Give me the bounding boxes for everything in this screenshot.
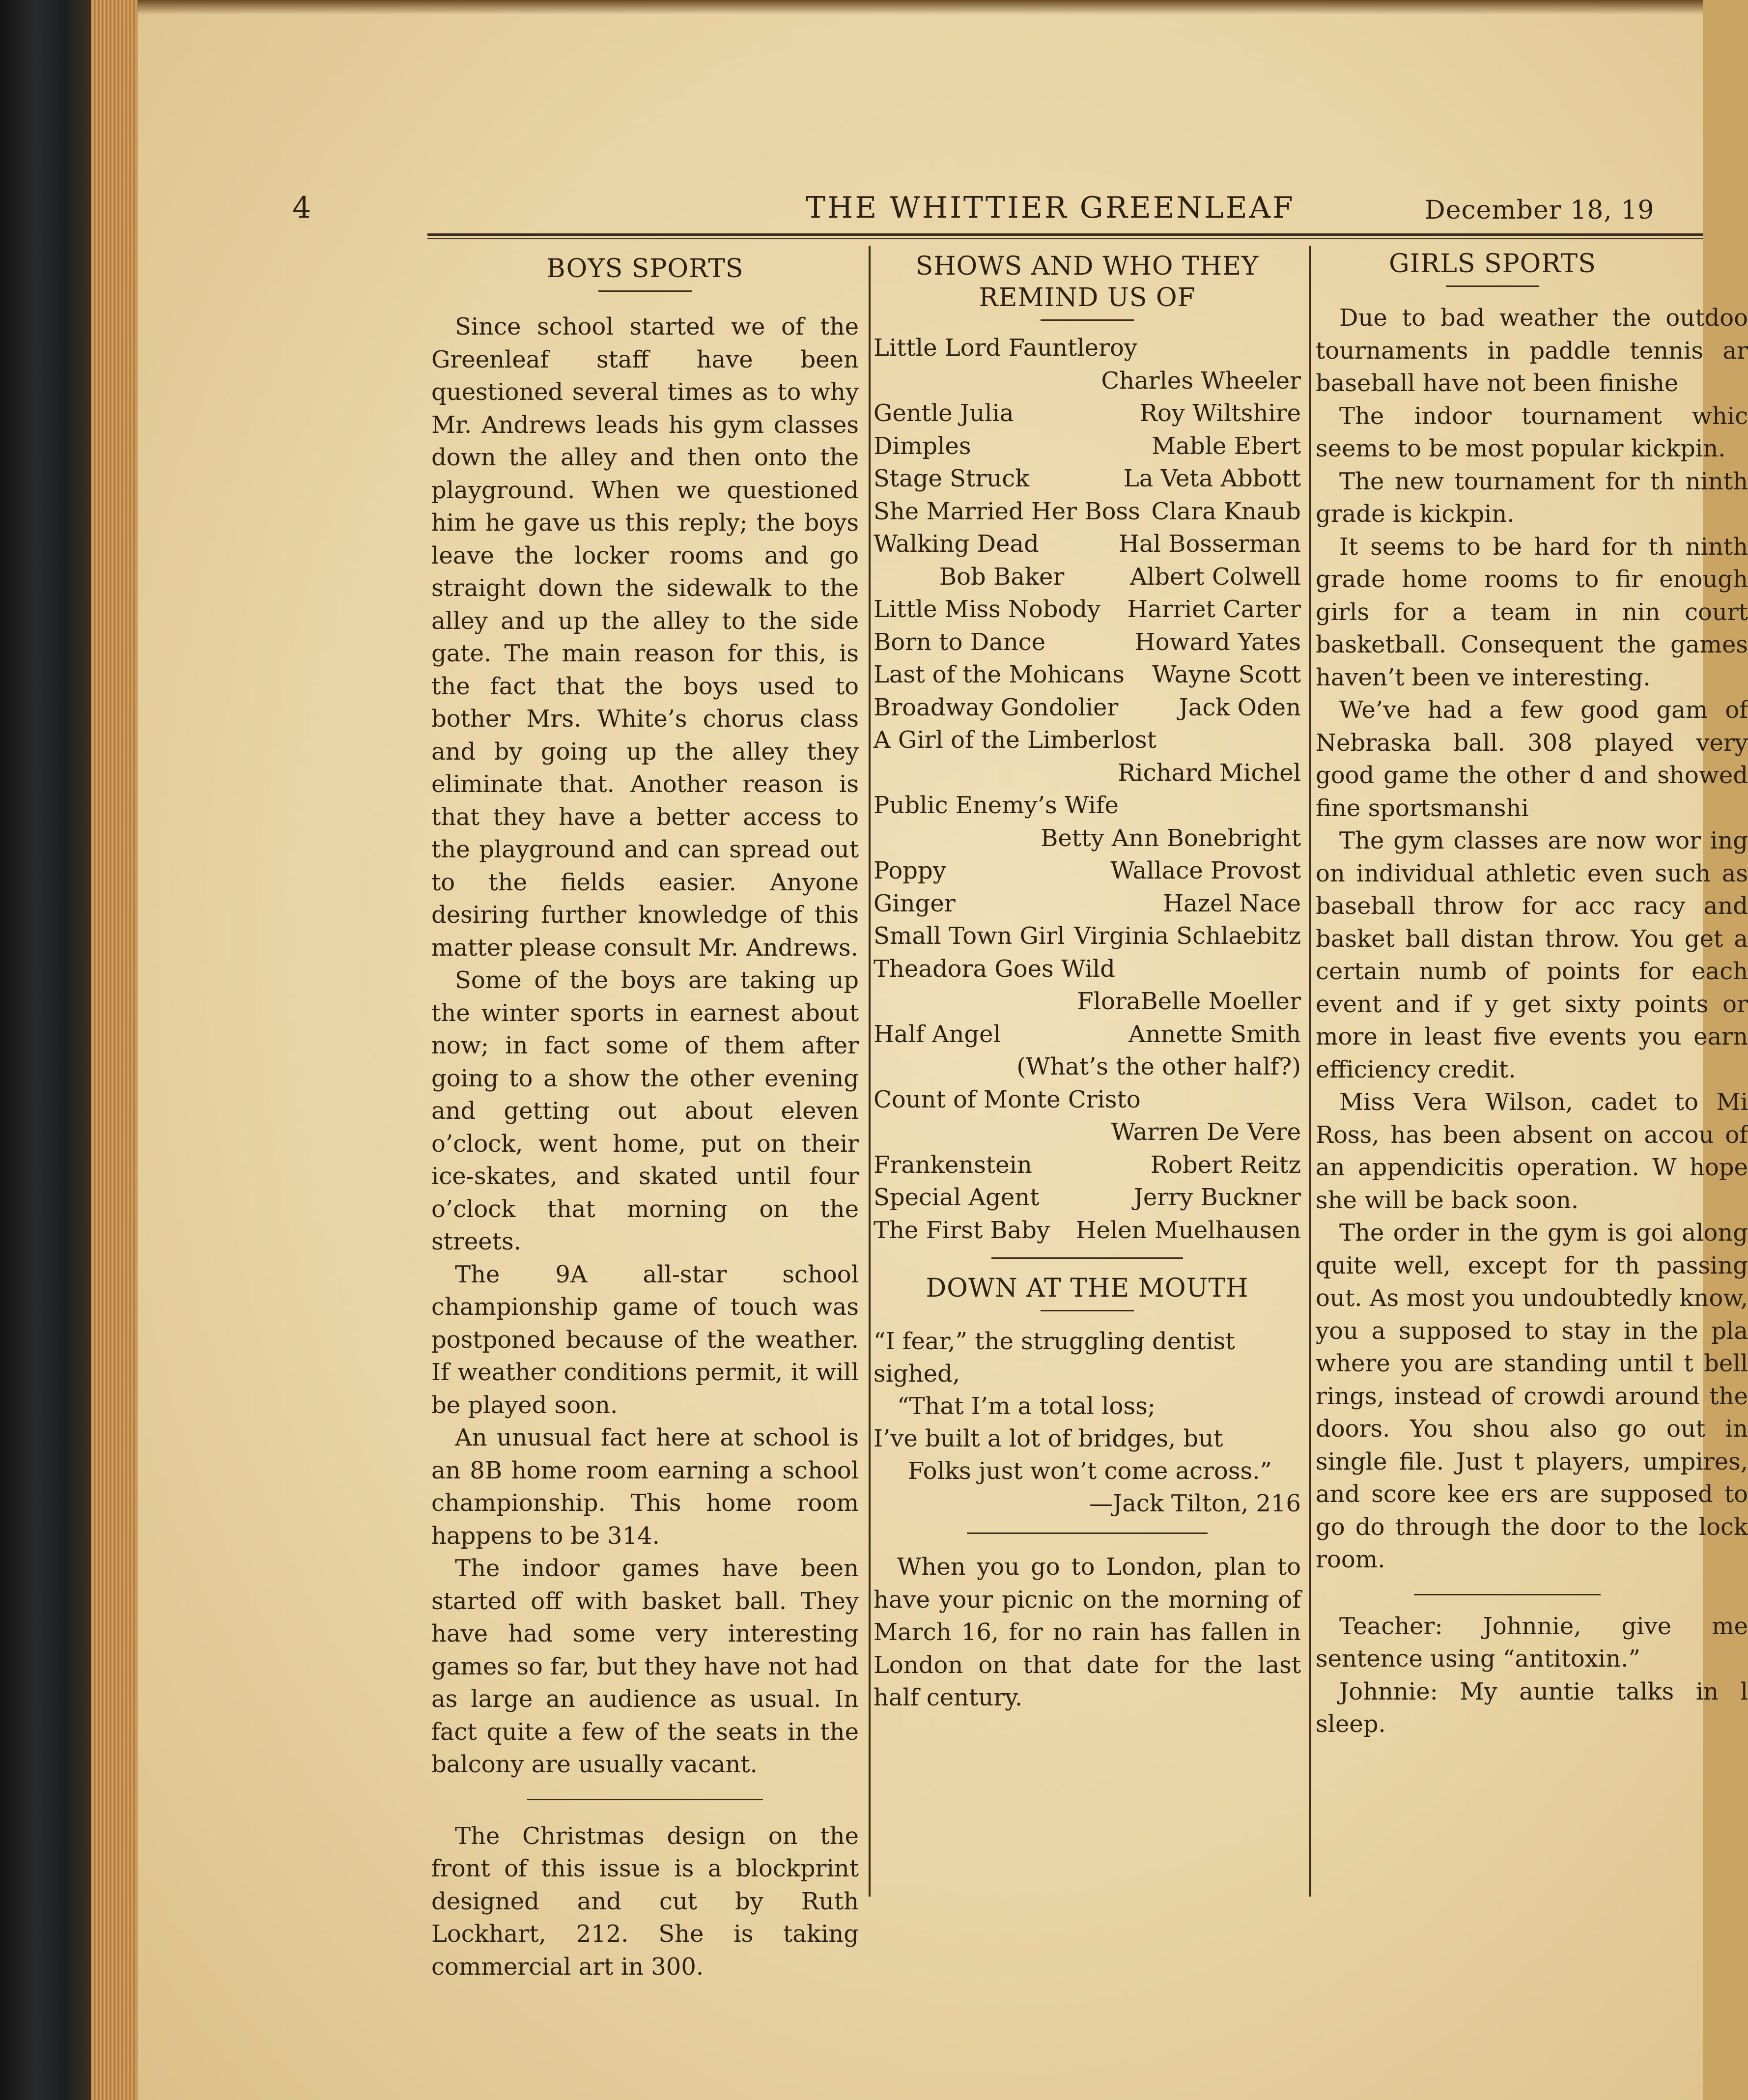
show-title: Born to Dance [874, 628, 1046, 656]
shows-list [874, 332, 1301, 1247]
show-title: Little Miss Nobody [874, 596, 1101, 623]
show-entry [874, 691, 1301, 724]
girls-paragraph: The gym classes are now wor ing on individual athletic even such as baseball throw for acc racy and basket ball distan throw. You get a certain numb of points for each event and if y get sixty points or more in least five events you earn efficiency credit. [1316, 827, 1748, 1083]
show-person: Clara Knaub [1151, 497, 1301, 525]
show-person: Bob Baker [939, 563, 1065, 591]
show-title: Stage Struck [874, 465, 1030, 492]
masthead [292, 191, 1655, 240]
show-person: Mable Ebert [1152, 432, 1301, 460]
show-title: Special Agent [874, 1184, 1040, 1211]
show-entry [874, 1018, 1301, 1083]
show-entry [874, 626, 1301, 659]
girls-paragraph: We’ve had a few good gam of Nebraska ball. 308 played very good game the other d and showed fine sportsmanshi [1316, 696, 1748, 822]
show-entry [874, 1181, 1301, 1214]
boys-paragraph: The indoor games have been started off with basket ball. They have had some very interesting games so far, but they have not had as large an audience as usual. In fact quite a few of the seats in the balcony are usually vacant. [431, 1555, 859, 1778]
joke-teacher: Teacher: Johnnie, give me sentence using “antitoxin.” [1316, 1612, 1748, 1673]
show-title: Gentle Julia [874, 399, 1014, 427]
show-person: FloraBelle Moeller [1077, 988, 1301, 1015]
show-person: Harriet Carter [1127, 596, 1301, 623]
show-person: Annette Smith [1128, 1020, 1301, 1048]
down-at-mouth-heading: DOWN AT THE MOUTH [926, 1274, 1249, 1303]
girls-paragraph: Due to bad weather the outdoo tournaments in paddle tennis ar baseball have not been finishe [1316, 304, 1748, 397]
poem-line: Folks just won’t come across.” [908, 1457, 1272, 1485]
poem-line: “I fear,” the struggling dentist [874, 1328, 1235, 1355]
show-entry [874, 953, 1301, 1018]
poem-line: sighed, [874, 1360, 960, 1388]
show-person: (What’s the other half?) [1016, 1053, 1301, 1080]
show-title: The First Baby [874, 1216, 1050, 1244]
girls-paragraph: The new tournament for th ninth grade is kickpin. [1316, 467, 1748, 528]
girls-sports-inner [1316, 248, 1748, 1741]
page-shadow [138, 0, 1703, 15]
book-binding [0, 0, 91, 2100]
show-entry [874, 920, 1301, 953]
joke-johnnie: Johnnie: My auntie talks in l sleep. [1316, 1677, 1748, 1738]
shows-heading-line1: SHOWS AND WHO THEY [915, 252, 1259, 281]
show-title: She Married Her Boss [874, 497, 1140, 525]
poem-byline: —Jack Tilton, 216 [1089, 1490, 1301, 1517]
boys-sports-heading: BOYS SPORTS [546, 254, 744, 284]
issue-date: December 18, 19 [1425, 196, 1655, 225]
show-entry [874, 1083, 1301, 1149]
heading-rule [598, 290, 692, 292]
show-title: Small Town Girl [874, 922, 1065, 950]
shows-heading-line2: REMIND US OF [979, 283, 1196, 312]
newspaper-title: THE WHITTIER GREENLEAF [806, 191, 1295, 225]
show-person: Albert Colwell [1130, 563, 1301, 591]
show-person: Wayne Scott [1152, 661, 1301, 688]
show-entry [874, 658, 1301, 691]
show-person: La Veta Abbott [1123, 465, 1301, 492]
girls-paragraph: The order in the gym is goi along quite well, except for th passing out. As most you undoubtedly know, you a supposed to stay in the pla where you are standing until t bell rings, instead of crowdi around the doors. You shou also go out in single file. Just t players, umpires, and score kee ers are supposed to go do through the door to the lock room. [1316, 1219, 1748, 1573]
show-person: Warren De Vere [1111, 1118, 1301, 1146]
boys-sports-column [431, 253, 859, 1983]
page-number: 4 [292, 191, 312, 225]
poem-line: I’ve built a lot of bridges, but [874, 1425, 1223, 1452]
section-rule [1414, 1594, 1601, 1595]
show-entry [874, 854, 1301, 887]
girls-paragraph: The indoor tournament whic seems to be most popular kickpin. [1316, 402, 1748, 462]
show-person: Jack Oden [1179, 693, 1301, 721]
show-title: Frankenstein [874, 1151, 1032, 1179]
show-entry [874, 724, 1301, 789]
show-person: Helen Muelhausen [1075, 1216, 1301, 1244]
show-person: Robert Reitz [1150, 1151, 1301, 1179]
show-entry [874, 397, 1301, 430]
show-title: A Girl of the Limberlost [874, 726, 1156, 754]
show-entry [874, 887, 1301, 920]
show-title: Public Enemy’s Wife [874, 792, 1119, 819]
masthead-rule [427, 233, 1703, 236]
boys-paragraph: The 9A all-star school championship game of touch was postponed because of the weather. If weather conditions permit, it will be played soon. [431, 1260, 859, 1419]
show-person: Virginia Schlaebitz [1073, 922, 1301, 950]
show-entry [874, 495, 1301, 528]
girls-sports-column [1316, 248, 1748, 1741]
show-entry [874, 1214, 1301, 1247]
show-title: Walking Dead [874, 530, 1039, 558]
show-title: Half Angel [874, 1020, 1001, 1048]
girls-paragraph: It seems to be hard for th ninth grade home rooms to fir enough girls for a team in nin court basketball. Consequent the games haven’t been ve interesting. [1316, 533, 1748, 691]
section-rule [527, 1799, 763, 1800]
show-title: Little Lord Fauntleroy [874, 334, 1138, 362]
poem-line: “That I’m a total loss; [897, 1392, 1156, 1420]
page-edges [91, 0, 138, 2100]
show-person: Hazel Nace [1163, 889, 1301, 917]
show-title: Dimples [874, 432, 971, 460]
show-entry [874, 528, 1301, 593]
show-person: Wallace Provost [1110, 857, 1301, 884]
show-title: Theadora Goes Wild [874, 955, 1115, 983]
boys-paragraph: Since school started we of the Greenleaf staff have been questioned several times as to why Mr. Andrews leads his gym classes down the alley and then onto the playground. When we questioned him he gave us this reply; the boys leave the locker rooms and go straight down the sidewalk to the alley and up the alley to the side gate. The main reason for this, is the fact that the boys used to bother Mrs. White’s chorus class and by going up the alley they eliminate that. Another reason is that they have a better access to the playground and can spread out to the fields easier. Anyone desiring further knowledge of this matter please consult Mr. Andrews. [431, 313, 859, 962]
show-title: Ginger [874, 889, 956, 917]
show-person: Charles Wheeler [1101, 367, 1301, 395]
london-note: When you go to London, plan to have your picnic on the morning of March 16, for no rain has fallen in London on that date for the last half century. [874, 1553, 1301, 1711]
show-entry [874, 593, 1301, 626]
show-title: Last of the Mohicans [874, 661, 1125, 688]
boys-paragraph: Some of the boys are taking up the winter sports in earnest about now; in fact some of them after going to a show the other evening and getting out about eleven o’clock, went home, put on their ice-skates, and skated until four o’clock that morning on the streets. [431, 966, 859, 1255]
show-entry [874, 1149, 1301, 1182]
heading-rule [1446, 285, 1539, 287]
show-entry [874, 789, 1301, 854]
show-entry [874, 462, 1301, 495]
girls-sports-heading: GIRLS SPORTS [1389, 249, 1596, 279]
show-title: Count of Monte Cristo [874, 1085, 1141, 1113]
show-title: Broadway Gondolier [874, 693, 1119, 721]
show-person: Roy Wiltshire [1139, 399, 1301, 427]
girls-paragraph: Miss Vera Wilson, cadet to Mi Ross, has been absent on accou of an appendicitis operation. W hope she will be back soon. [1316, 1088, 1748, 1214]
section-rule [967, 1532, 1208, 1534]
show-title: Poppy [874, 857, 946, 884]
show-person: Howard Yates [1134, 628, 1301, 656]
show-person: Hal Bosserman [1119, 530, 1301, 558]
boys-paragraph: An unusual fact here at school is an 8B home room earning a school championship. This home room happens to be 314. [431, 1424, 859, 1550]
heading-rule [1041, 319, 1134, 321]
show-entry [874, 430, 1301, 463]
show-person: Richard Michel [1118, 759, 1301, 787]
show-entry [874, 332, 1301, 397]
show-person: Betty Ann Bonebright [1041, 824, 1301, 852]
column-divider-2 [1309, 246, 1311, 1897]
column-divider-1 [869, 246, 871, 1897]
masthead-rule-lower [427, 238, 1703, 239]
shows-column [874, 251, 1301, 1714]
show-person: Jerry Buckner [1133, 1184, 1301, 1211]
section-rule [991, 1257, 1183, 1259]
heading-rule [1041, 1310, 1134, 1311]
christmas-note: The Christmas design on the front of this issue is a blockprint designed and cut by Ruth Lockhart, 212. She is taking commercial art in 300. [431, 1822, 859, 1981]
